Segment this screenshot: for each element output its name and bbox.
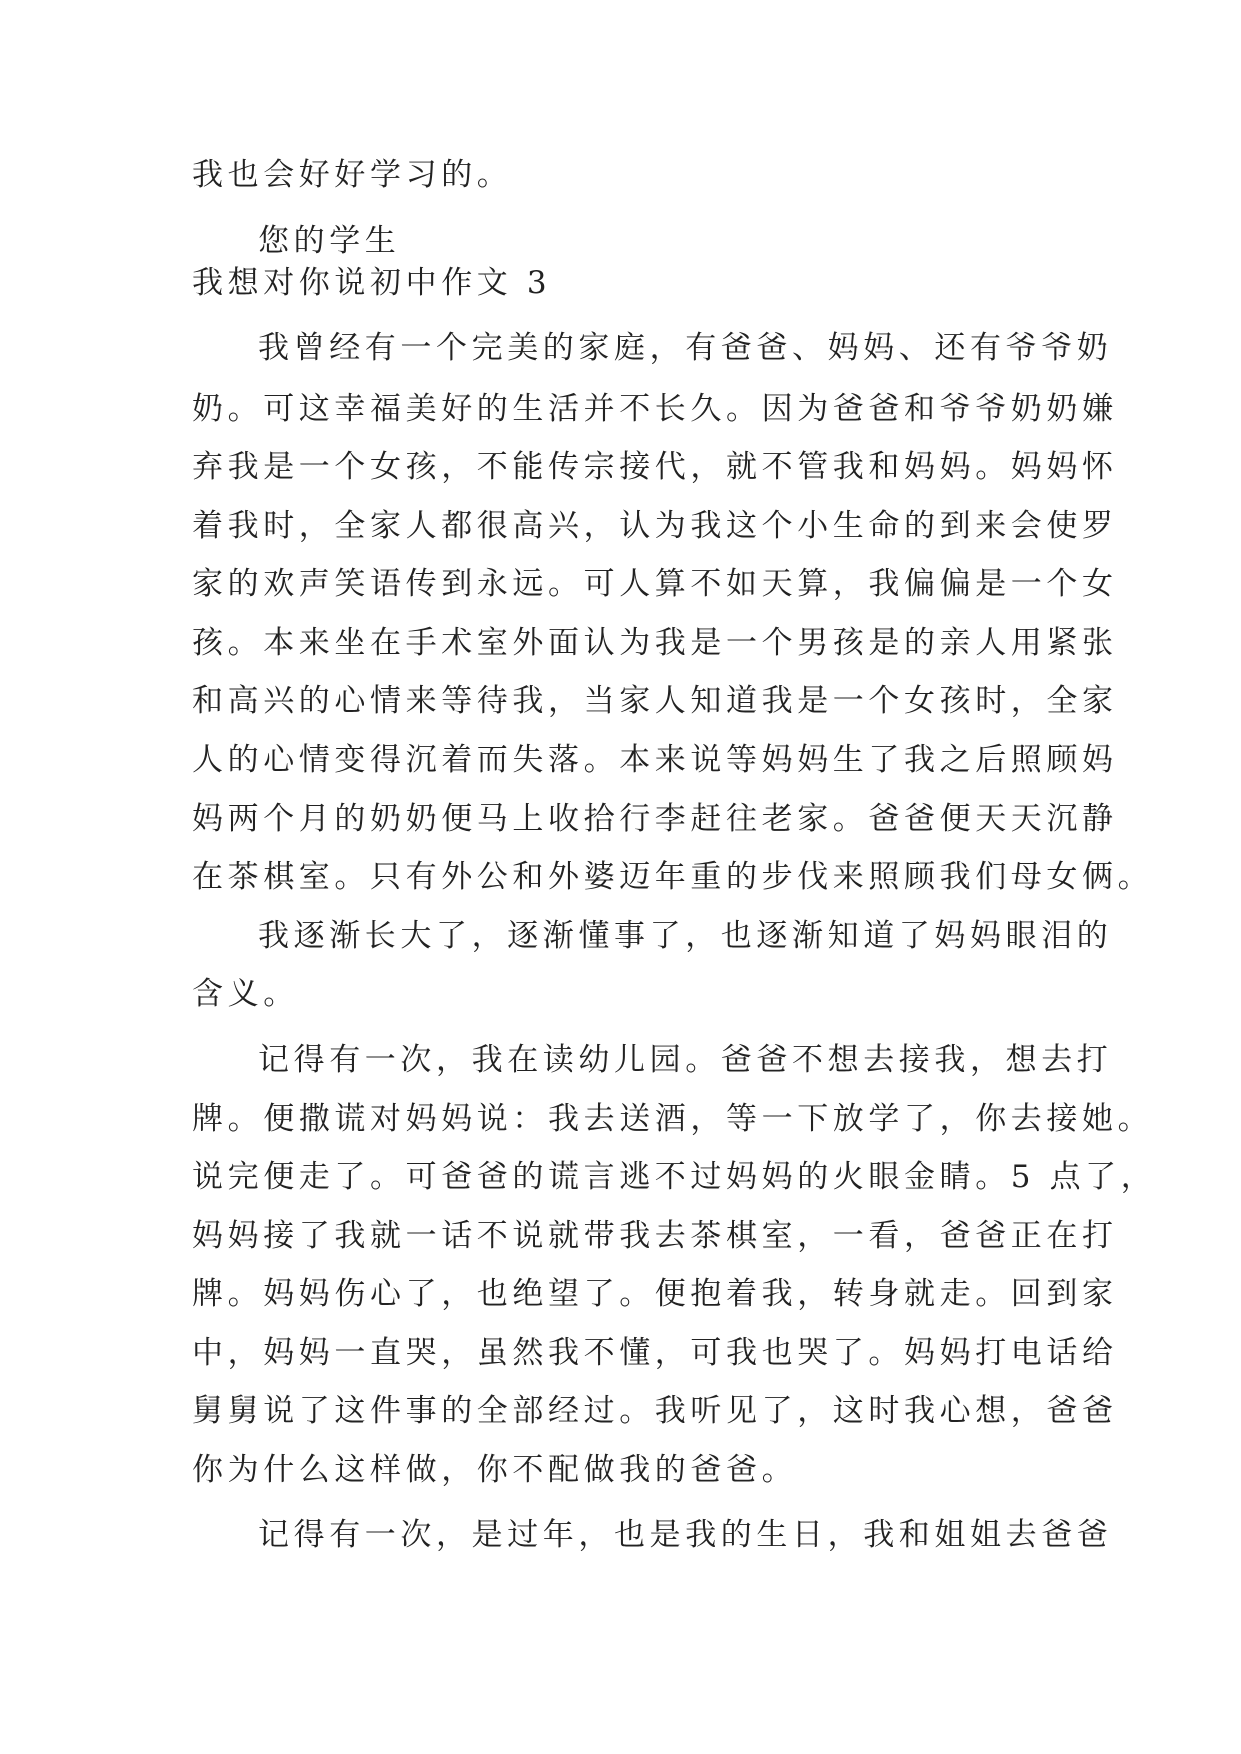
text-line: 我逐渐长大了，逐渐懂事了，也逐渐知道了妈妈眼泪的 xyxy=(258,918,1113,954)
text-line: 牌。妈妈伤心了，也绝望了。便抱着我，转身就走。回到家 xyxy=(192,1276,1118,1312)
text-line: 着我时，全家人都很高兴，认为我这个小生命的到来会使罗 xyxy=(192,508,1118,544)
text-line: 我也会好好学习的。 xyxy=(192,157,513,193)
text-line: 含义。 xyxy=(192,976,299,1012)
text-line: 妈妈接了我就一话不说就带我去茶棋室，一看，爸爸正在打 xyxy=(192,1218,1118,1254)
text-line: 妈两个月的奶奶便马上收拾行李赶往老家。爸爸便天天沉静 xyxy=(192,801,1118,837)
text-line: 你为什么这样做，你不配做我的爸爸。 xyxy=(192,1452,798,1488)
text-line: 中，妈妈一直哭，虽然我不懂，可我也哭了。妈妈打电话给 xyxy=(192,1335,1118,1371)
text-line: 我曾经有一个完美的家庭，有爸爸、妈妈、还有爷爷奶 xyxy=(258,330,1113,366)
text-line: 记得有一次，是过年，也是我的生日，我和姐姐去爸爸 xyxy=(258,1517,1113,1553)
text-line: 家的欢声笑语传到永远。可人算不如天算，我偏偏是一个女 xyxy=(192,566,1118,602)
text-line: 弃我是一个女孩，不能传宗接代，就不管我和妈妈。妈妈怀 xyxy=(192,449,1118,485)
text-line: 人的心情变得沉着而失落。本来说等妈妈生了我之后照顾妈 xyxy=(192,742,1118,778)
text-line: 在茶棋室。只有外公和外婆迈年重的步伐来照顾我们母女俩。 xyxy=(192,859,1154,895)
signature-line: 您的学生 xyxy=(258,223,401,259)
section-title: 我想对你说初中作文 3 xyxy=(192,265,552,301)
text-line: 奶。可这幸福美好的生活并不长久。因为爸爸和爷爷奶奶嫌 xyxy=(192,391,1118,427)
text-line: 记得有一次，我在读幼儿园。爸爸不想去接我，想去打 xyxy=(258,1042,1113,1078)
text-line: 孩。本来坐在手术室外面认为我是一个男孩是的亲人用紧张 xyxy=(192,625,1118,661)
text-line: 舅舅说了这件事的全部经过。我听见了，这时我心想，爸爸 xyxy=(192,1393,1118,1429)
text-line: 说完便走了。可爸爸的谎言逃不过妈妈的火眼金睛。5 点了， xyxy=(192,1159,1157,1195)
text-line: 牌。便撒谎对妈妈说：我去送酒，等一下放学了，你去接她。 xyxy=(192,1101,1154,1137)
text-line: 和高兴的心情来等待我，当家人知道我是一个女孩时，全家 xyxy=(192,683,1118,719)
